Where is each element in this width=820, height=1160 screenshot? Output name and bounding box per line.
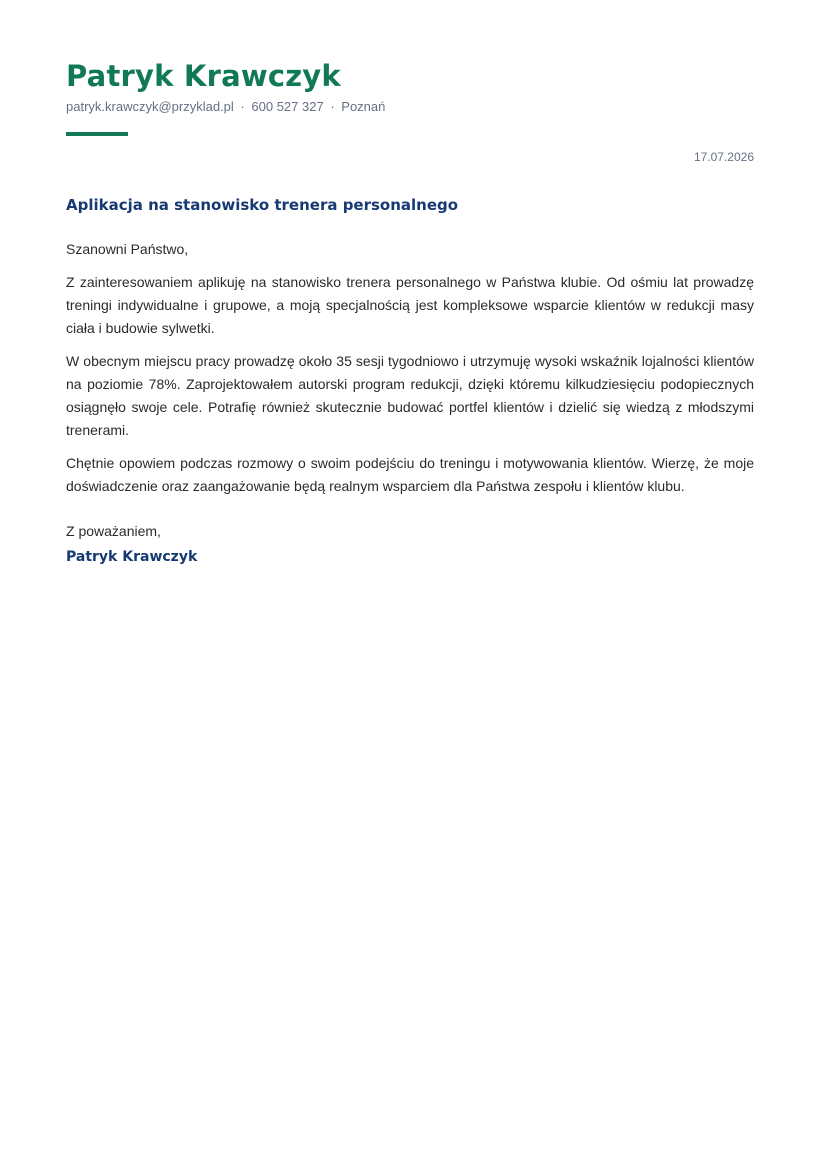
letter-subject: Aplikacja na stanowisko trenera personalnego xyxy=(66,196,459,214)
letter-header xyxy=(66,58,754,136)
letter-greeting: Szanowni Państwo, xyxy=(66,241,189,257)
header-accent-bar xyxy=(66,132,128,136)
letter-body xyxy=(66,271,754,498)
letter-closing: Z poważaniem, xyxy=(66,523,161,539)
letter-signature: Patryk Krawczyk xyxy=(66,549,198,565)
contact-email: patryk.krawczyk@przyklad.pl xyxy=(66,99,234,114)
contact-phone: 600 527 327 xyxy=(251,99,324,114)
contact-separator: · xyxy=(240,99,245,114)
body-paragraph: W obecnym miejscu pracy prowadzę około 35 sesji tygodniowo i utrzymuję wysoki wskaźnik lojalności klientów na poziomie 78%. Zaprojektowałem autorski program redukcji, dzięki któremu kilkudziesięciu podopiecznych osiągnęło swoje cele. Potrafię również skutecznie budować portfel klientów i dzielić się wiedzą z młodszymi trenerami. xyxy=(66,353,754,438)
body-paragraph: Z zainteresowaniem aplikuję na stanowisko trenera personalnego w Państwa klubie. Od ośmiu lat prowadzę treningi indywidualne i grupowe, a moją specjalnością jest kompleksowe wsparcie klientów w redukcji masy ciała i budowie sylwetki. xyxy=(66,274,754,336)
contact-city: Poznań xyxy=(341,99,386,114)
contact-line xyxy=(66,98,754,116)
contact-separator: · xyxy=(330,99,335,114)
body-paragraph: Chętnie opowiem podczas rozmowy o swoim podejściu do treningu i motywowania klientów. Wierzę, że moje doświadczenie oraz zaangażowanie będą realnym wsparciem dla Państwa zespołu i klientów klubu. xyxy=(66,455,754,494)
sender-name: Patryk Krawczyk xyxy=(66,59,341,93)
letter-date: 17.07.2026 xyxy=(693,150,754,164)
